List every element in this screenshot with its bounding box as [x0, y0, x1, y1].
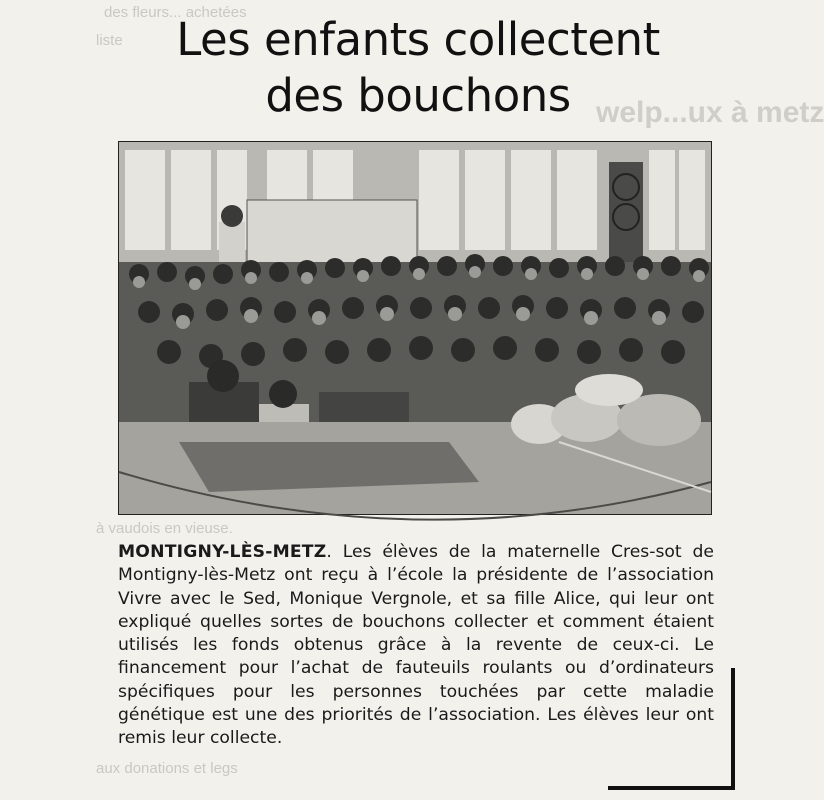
- headline-line-1: Les enfants collectent: [176, 13, 660, 66]
- classroom-photo: [119, 142, 711, 514]
- article-end-mark: [731, 668, 735, 790]
- bleed-through-heading: welp...ux à metz: [596, 96, 824, 129]
- article-end-mark: [608, 786, 735, 790]
- article-dateline: MONTIGNY-LÈS-METZ: [118, 542, 327, 562]
- article-body: [118, 541, 714, 751]
- bleed-through-text: des fleurs... achetées: [104, 4, 247, 21]
- article-headline: [118, 12, 718, 124]
- headline-line-2: des bouchons: [265, 69, 571, 122]
- bleed-through-text: liste: [96, 32, 123, 49]
- article-text: . Les élèves de la maternelle Cres-sot de Montigny-lès-Metz ont reçu à l’école la présidente de l’association Vivre avec le Sed, Monique Vergnole, et sa fille Alice, qui leur ont expliqué quelles sortes de bouchons collecter et comment étaient utilisés les fonds obtenus grâce à la revente de ceux-ci. Le financement pour l’achat de fauteuils roulants ou d’ordinateurs spécifiques pour les personnes touchées par cette maladie génétique est une des priorités de l’association. Les élèves leur ont remis leur collecte.: [118, 542, 714, 749]
- bleed-through-text: à vaudois en vieuse.: [96, 520, 233, 537]
- article-photo: [118, 141, 712, 515]
- bleed-through-text: aux donations et legs: [96, 760, 238, 777]
